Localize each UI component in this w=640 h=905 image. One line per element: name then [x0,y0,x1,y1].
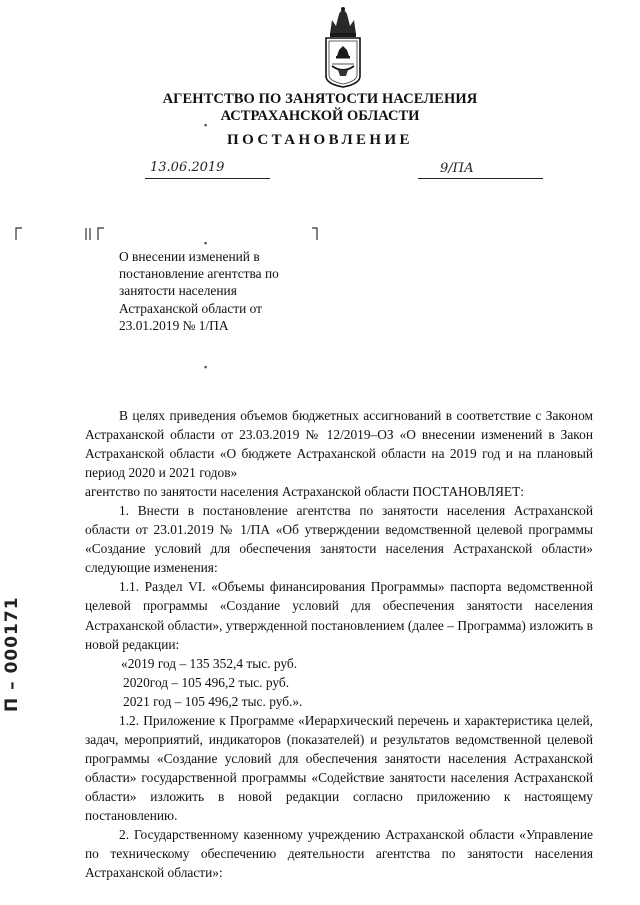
date-underline [145,178,270,179]
corner-bracket-mark [84,226,94,242]
document-date: 13.06.2019 [150,160,225,175]
paragraph-item-2: 2. Государственному казенному учреждению Астраханской области «Управление по техническому обеспечению деятельности агентства по занятости населения Астраханской области»: [85,827,593,881]
scan-speck: ▪ [204,362,208,372]
scan-speck: ▪ [204,238,208,248]
paragraph-item-1: 1. Внести в постановление агентства по занятости населения Астраханской области от 23.01.2019 № 1/ПА «Об утверждении ведомственной целевой программы «Создание условий для обеспечения занятости населения Астраханской области» следующие изменения: [85,503,593,576]
paragraph-resolves: агентство по занятости населения Астраханской области ПОСТАНОВЛЯЕТ: [85,484,524,500]
amount-2020: 2020год – 105 496,2 тыс. руб. [123,674,290,690]
document-number: 9/ПА [440,161,474,176]
scan-speck: ▪ [204,120,208,130]
coat-of-arms-icon [322,6,364,88]
amount-2021: 2021 год – 105 496,2 тыс. руб.». [123,693,303,709]
registration-stamp: П – 000171 [2,596,22,712]
corner-bracket-subject-right [310,226,320,242]
corner-bracket-subject-left [96,226,106,242]
corner-bracket-left [14,226,24,242]
agency-name-line2: АСТРАХАНСКОЙ ОБЛАСТИ [220,108,420,124]
agency-name-line1: АГЕНТСТВО ПО ЗАНЯТОСТИ НАСЕЛЕНИЯ [162,91,478,107]
paragraph-item-1-2: 1.2. Приложение к Программе «Иерархический перечень и характеристика целей, задач, мероприятий, индикаторов (показателей) и результатов ведомственной целевой программы «Создание условий для обеспечения занятости населения Астраханской области» государственной программы «Содействие занятости населения Астраханской области» изложить в новой редакции согласно приложению к настоящему постановлению. [85,712,593,823]
amount-2019: «2019 год – 135 352,4 тыс. руб. [121,655,298,671]
paragraph-item-1-1: 1.1. Раздел VI. «Объемы финансирования Программы» паспорта ведомственной целевой программы «Создание условий для обеспечения занятости населения Астраханской области», утвержденной постановлением (далее – Программа) изложить в новой редакции: [85,579,593,652]
document-subject: О внесении изменений в постановление агентства по занятости населения Астраханской области от 23.01.2019 № 1/ПА [119,249,279,333]
paragraph-intro: В целях приведения объемов бюджетных ассигнований в соответствие с Законом Астраханской области от 23.03.2019 № 12/2019–ОЗ «О внесении изменений в Закон Астраханской области «О бюджете Астраханской области на 2019 год и на плановый период 2020 и 2021 годов» [85,408,593,481]
document-body [85,406,593,882]
document-type-title: ПОСТАНОВЛЕНИЕ [227,132,413,148]
number-underline [418,178,543,179]
